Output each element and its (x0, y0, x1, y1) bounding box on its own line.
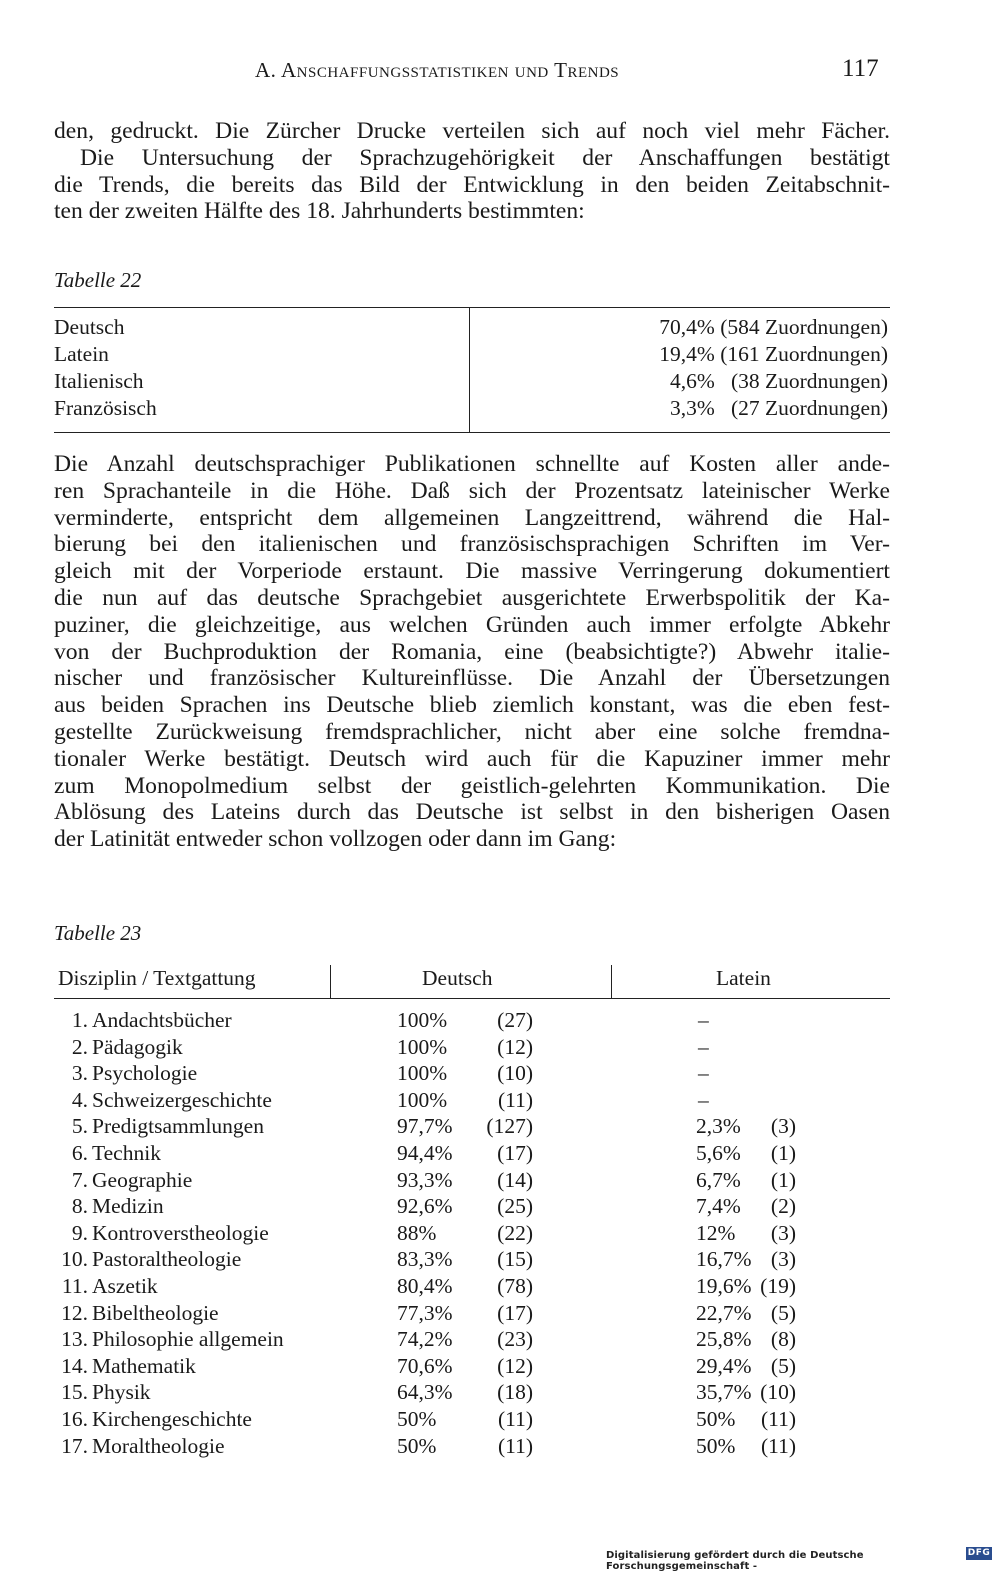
german-percent-cell: 50% (397, 1407, 437, 1431)
german-count-cell: (12) (497, 1034, 533, 1059)
row-number: 2. (71, 1034, 88, 1059)
german-percent-cell: 97,7% (397, 1114, 453, 1139)
german-count-cell: (12) (497, 1353, 533, 1378)
table-row (54, 342, 890, 369)
header-german: Deutsch (422, 966, 493, 990)
latin-count-cell: (10) (760, 1380, 796, 1405)
table-row (54, 396, 890, 423)
discipline-cell: Bibeltheologie (92, 1300, 219, 1325)
german-count-cell: (22) (497, 1220, 533, 1245)
row-number: 1. (71, 1008, 88, 1032)
row-number: 14. (61, 1353, 88, 1378)
row-number: 16. (61, 1407, 88, 1431)
german-percent-cell: 70,6% (397, 1353, 453, 1378)
discipline-cell: Kontroverstheologie (92, 1220, 269, 1245)
column-divider (330, 965, 331, 999)
value-cell: 19,4% (161 Zuordnungen) (659, 342, 888, 366)
table-row (54, 1407, 890, 1434)
latin-percent-cell: 35,7% (696, 1380, 752, 1405)
table-row (54, 1247, 890, 1274)
german-percent-cell: 100% (397, 1061, 448, 1086)
discipline-cell: Medizin (92, 1194, 164, 1219)
latin-count-cell: (5) (770, 1353, 796, 1378)
body-paragraph (54, 451, 890, 853)
latin-percent-cell: – (698, 1061, 709, 1086)
table-23-label: Tabelle 23 (54, 921, 142, 945)
german-count-cell: (25) (497, 1194, 533, 1219)
table-row (54, 1168, 890, 1195)
language-cell: Französisch (54, 396, 157, 420)
table-row (54, 1327, 890, 1354)
german-count-cell: (14) (497, 1167, 533, 1192)
latin-count-cell: (5) (770, 1300, 796, 1325)
german-count-cell: (78) (497, 1274, 533, 1298)
row-number: 12. (61, 1300, 88, 1325)
german-percent-cell: 83,3% (397, 1247, 453, 1272)
language-cell: Latein (54, 342, 109, 366)
row-number: 15. (61, 1380, 88, 1405)
table-row (54, 1354, 890, 1381)
latin-count-cell: (3) (770, 1114, 796, 1139)
latin-count-cell: (3) (770, 1247, 796, 1272)
column-divider (611, 965, 612, 999)
german-percent-cell: 50% (397, 1433, 437, 1458)
table-row (54, 1380, 890, 1407)
text-line: puziner, die gleichzeitige, aus welchen Gründen auch immer erfolgte Abkehr (54, 611, 890, 638)
table-row (54, 1114, 890, 1141)
table-row (54, 1301, 890, 1328)
latin-count-cell: (1) (770, 1167, 796, 1192)
latin-count-cell: (11) (760, 1407, 796, 1431)
row-number: 4. (71, 1087, 88, 1112)
row-number: 8. (71, 1194, 88, 1219)
text-line: Die Untersuchung der Sprachzugehörigkeit der Anschaffungen bestätigt (80, 144, 890, 171)
table-row (54, 1035, 890, 1062)
german-percent-cell: 80,4% (397, 1274, 453, 1298)
text-line: Ablösung des Lateins durch das Deutsche ist selbst in den bisherigen Oasen (54, 799, 890, 826)
latin-percent-cell: – (698, 1034, 709, 1059)
text-line: den, gedruckt. Die Zürcher Drucke verteilen sich auf noch viel mehr Fächer. (54, 118, 890, 144)
german-count-cell: (10) (497, 1061, 533, 1086)
text-line: gestellte Zurückweisung fremdsprachlicher, nicht aber eine solche fremdna- (54, 718, 890, 745)
text-line: tionaler Werke bestätigt. Deutsch wird auch für die Kapuziner immer mehr (54, 745, 890, 772)
latin-percent-cell: 29,4% (696, 1353, 752, 1378)
discipline-cell: Kirchengeschichte (92, 1407, 252, 1431)
dfg-logo: DFG (967, 1548, 991, 1558)
table-row (54, 1061, 890, 1088)
text-line: bierung bei den italienischen und französischsprachigen Schriften im Ver- (54, 531, 890, 558)
german-count-cell: (11) (497, 1433, 533, 1458)
german-count-cell: (17) (497, 1300, 533, 1325)
discipline-cell: Moraltheologie (92, 1433, 225, 1458)
latin-percent-cell: 22,7% (696, 1300, 752, 1325)
german-count-cell: (17) (497, 1141, 533, 1165)
table-row (54, 315, 890, 342)
text-line: verminderte, entspricht dem allgemeinen Langzeittrend, während die Hal- (54, 504, 890, 531)
table-row (54, 1008, 890, 1035)
discipline-cell: Schweizergeschichte (92, 1087, 272, 1112)
latin-percent-cell: 25,8% (696, 1327, 752, 1352)
table-row (54, 1088, 890, 1115)
latin-percent-cell: 50% (696, 1407, 736, 1431)
latin-percent-cell: 7,4% (696, 1194, 741, 1219)
german-percent-cell: 100% (397, 1034, 448, 1059)
german-percent-cell: 74,2% (397, 1327, 453, 1352)
german-count-cell: (15) (497, 1247, 533, 1272)
text-line: zum Monopolmedium selbst der geistlich-gelehrten Kommunikation. Die (54, 772, 890, 799)
discipline-cell: Pastoraltheologie (92, 1247, 242, 1272)
text-line: nischer und französischer Kultureinflüsse. Die Anzahl der Übersetzungen (54, 665, 890, 692)
row-number: 7. (71, 1167, 88, 1192)
latin-percent-cell: – (698, 1087, 709, 1112)
latin-percent-cell: 16,7% (696, 1247, 752, 1272)
text-line: Die Anzahl deutschsprachiger Publikationen schnellte auf Kosten aller ande- (54, 451, 890, 477)
german-percent-cell: 100% (397, 1087, 448, 1112)
table-row (54, 369, 890, 396)
latin-count-cell: (2) (770, 1194, 796, 1219)
header-latin: Latein (716, 966, 771, 990)
text-line: der Latinität entweder schon vollzogen oder dann im Gang: (54, 826, 617, 853)
german-percent-cell: 94,4% (397, 1141, 453, 1165)
table-22 (54, 307, 890, 433)
row-number: 3. (71, 1061, 88, 1086)
latin-count-cell: (11) (760, 1433, 796, 1458)
table-row (54, 1141, 890, 1168)
latin-percent-cell: 12% (696, 1220, 736, 1245)
discipline-cell: Psychologie (92, 1061, 198, 1086)
text-line: die Trends, die bereits das Bild der Entwicklung in den beiden Zeitabschnit- (54, 171, 890, 198)
digitization-credit: Digitalisierung gefördert durch die Deutsche Forschungsgemeinschaft - (606, 1550, 864, 1572)
value-cell: 70,4% (584 Zuordnungen) (659, 315, 888, 339)
discipline-cell: Mathematik (92, 1353, 196, 1378)
intro-paragraph (54, 118, 890, 225)
text-line: aus beiden Sprachen ins Deutsche blieb ziemlich konstant, was die eben fest- (54, 692, 890, 719)
latin-percent-cell: 2,3% (696, 1114, 741, 1139)
discipline-cell: Andachtsbücher (92, 1008, 232, 1032)
latin-percent-cell: 6,7% (696, 1167, 741, 1192)
page-number: 117 (842, 55, 879, 82)
row-number: 11. (61, 1274, 88, 1298)
german-count-cell: (11) (497, 1087, 533, 1112)
row-number: 9. (71, 1220, 88, 1245)
text-line: gleich mit der Vorperiode erstaunt. Die massive Verringerung dokumentiert (54, 558, 890, 585)
header-rule (54, 998, 890, 999)
german-percent-cell: 92,6% (397, 1194, 453, 1219)
language-cell: Deutsch (54, 315, 125, 339)
latin-count-cell: (19) (760, 1274, 796, 1298)
discipline-cell: Philosophie allgemein (92, 1327, 284, 1352)
german-percent-cell: 100% (397, 1008, 448, 1032)
german-percent-cell: 93,3% (397, 1167, 453, 1192)
text-line: ten der zweiten Hälfte des 18. Jahrhunderts bestimmten: (54, 198, 585, 225)
german-count-cell: (18) (497, 1380, 533, 1405)
german-count-cell: (23) (497, 1327, 533, 1352)
latin-percent-cell: 50% (696, 1433, 736, 1458)
row-number: 17. (61, 1433, 88, 1458)
discipline-cell: Aszetik (92, 1274, 158, 1298)
table-22-label: Tabelle 22 (54, 268, 142, 292)
text-line: die nun auf das deutsche Sprachgebiet ausgerichtete Erwerbspolitik der Ka- (54, 584, 890, 611)
table-row (54, 1221, 890, 1248)
table-row (54, 1434, 890, 1461)
text-line: von der Buchproduktion der Romania, eine (beabsichtigte?) Abwehr italie- (54, 638, 890, 665)
german-count-cell: (27) (497, 1008, 533, 1032)
german-count-cell: (11) (497, 1407, 533, 1431)
discipline-cell: Pädagogik (92, 1034, 183, 1059)
row-number: 13. (61, 1327, 88, 1352)
german-count-cell: (127) (486, 1114, 533, 1139)
row-number: 10. (61, 1247, 88, 1272)
table-row (54, 1194, 890, 1221)
value-cell: 4,6% (38 Zuordnungen) (670, 369, 888, 393)
discipline-cell: Physik (92, 1380, 151, 1405)
row-number: 5. (71, 1114, 88, 1139)
latin-percent-cell: 5,6% (696, 1141, 741, 1165)
german-percent-cell: 77,3% (397, 1300, 453, 1325)
discipline-cell: Technik (92, 1141, 161, 1165)
table-row (54, 1274, 890, 1301)
latin-percent-cell: – (698, 1008, 709, 1032)
value-cell: 3,3% (27 Zuordnungen) (670, 396, 888, 420)
latin-count-cell: (1) (770, 1141, 796, 1165)
table-23 (54, 965, 890, 1465)
header-discipline: Disziplin / Textgattung (58, 966, 256, 990)
latin-count-cell: (3) (770, 1220, 796, 1245)
discipline-cell: Predigtsammlungen (92, 1114, 264, 1139)
language-cell: Italienisch (54, 369, 144, 393)
latin-percent-cell: 19,6% (696, 1274, 752, 1298)
german-percent-cell: 64,3% (397, 1380, 453, 1405)
discipline-cell: Geographie (92, 1167, 193, 1192)
text-line: ren Sprachanteile in die Höhe. Daß sich der Prozentsatz lateinischer Werke (54, 477, 890, 504)
row-number: 6. (71, 1141, 88, 1165)
running-header-title: A. Anschaffungsstatistiken und Trends (255, 58, 620, 82)
latin-count-cell: (8) (770, 1327, 796, 1352)
german-percent-cell: 88% (397, 1220, 437, 1245)
